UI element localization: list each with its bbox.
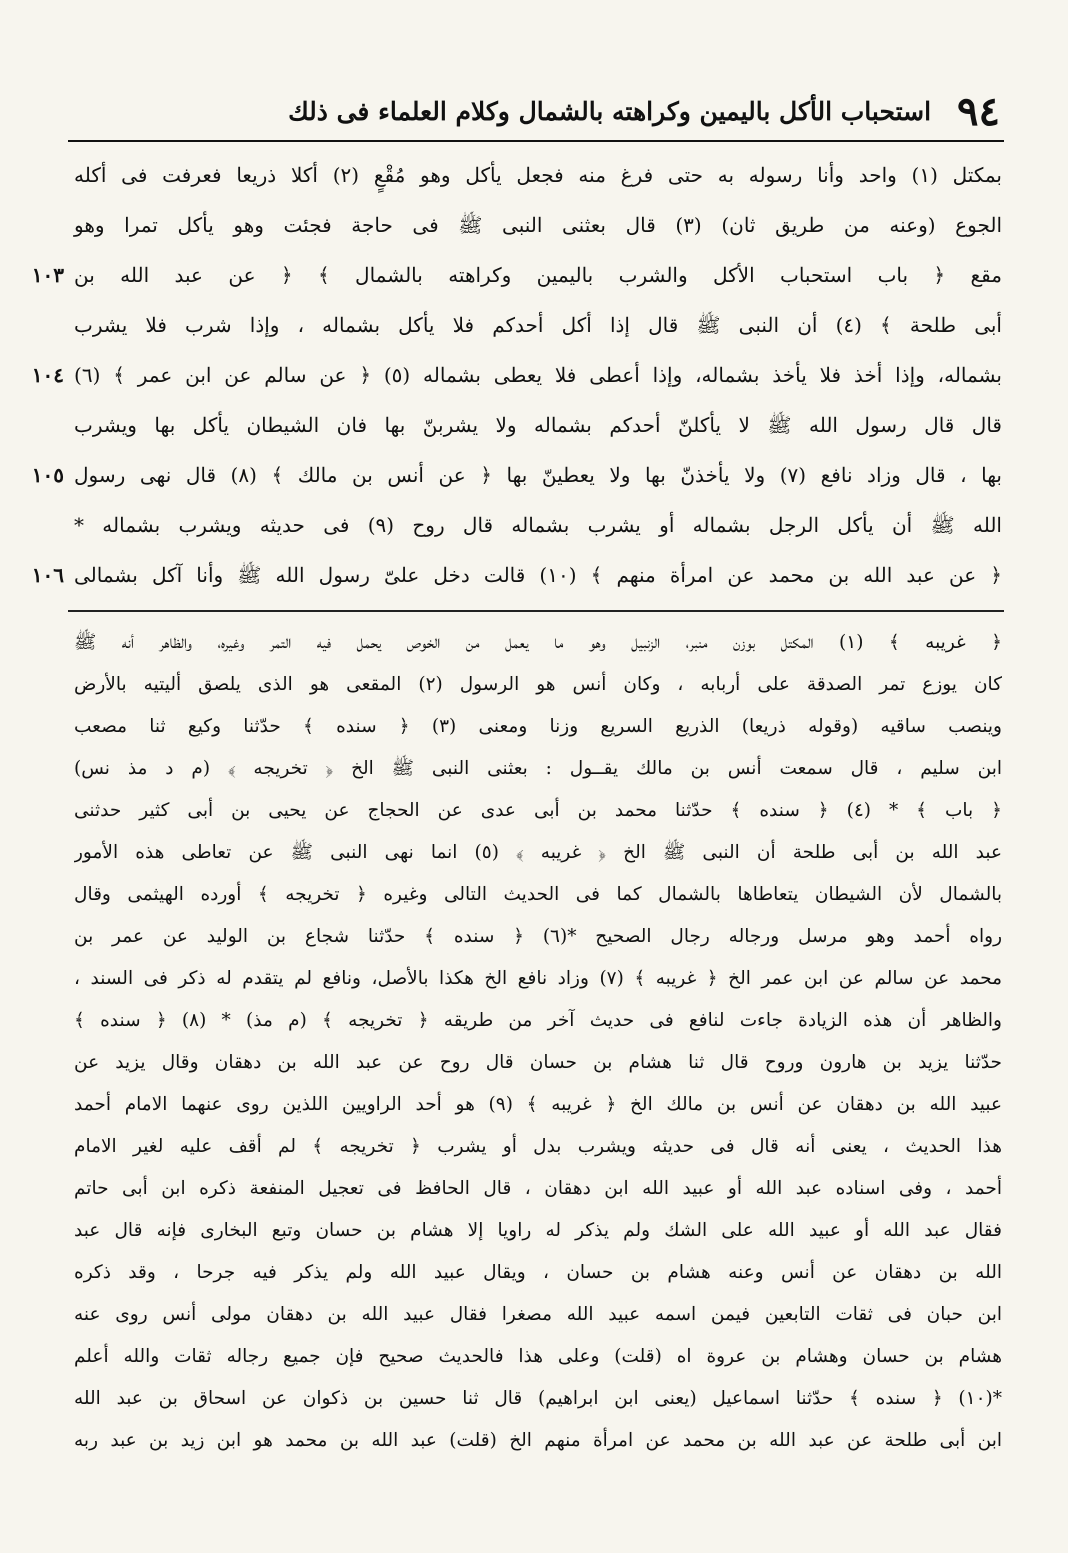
line-text: الله ﷺ أن يأكل الرجل بشماله أو يشرب بشماله قال روح (٩) فى حديثه ويشرب بشماله * — [74, 513, 1002, 537]
line-text: بمكتل (١) واحد وأنا رسوله به حتى فرغ منه فجعل يأكل وهو مُقْعٍ (٢) أكلا ذريعا فعرفت فى أكله — [74, 163, 1002, 187]
note-line: ابن سليم ، قال سمعت أنس بن مالك يقــول : بعثنى النبى ﷺ الخ ﴿ تخريجه ﴾ (م د مذ نس) — [74, 758, 1002, 779]
text-line — [74, 400, 1002, 450]
note-line: ابن حبان فى ثقات التابعين فيمن اسمه عبيد الله مصغرا فقال عبيد الله بن دهقان مولى أنس روى عنه — [74, 1304, 1002, 1325]
commentary-notes — [74, 622, 1002, 1462]
page-number: ٩٤ — [957, 87, 1000, 135]
note-line: حدّثنا يزيد بن هارون وروح قال ثنا هشام بن حسان قال روح عن عبد الله بن دهقان وقال يزيد عن — [74, 1052, 1002, 1073]
hadith-text — [31, 150, 1003, 600]
line-text: أبى طلحة ﴾ (٤) أن النبى ﷺ قال إذا أكل أحدكم فلا يأكل بشماله ، وإذا شرب فلا يشرب — [74, 313, 1002, 337]
note-line: ابن أبى طلحة عن عبد الله بن محمد عن امرأة منهم الخ (قلت) عبد الله بن محمد هو ابن زيد بن عبد ربه — [74, 1430, 1002, 1451]
line-text: ﴿ عن عبد الله بن محمد عن امرأة منهم ﴾ (١٠) قالت دخل علىّ رسول الله ﷺ وأنا آكل بشمالى — [74, 563, 1002, 587]
note-line: ﴿ غريبه ﴾ (١) المكتل بوزن منبر، الزنبيل وهو ما يعمل من الخوص يحمل فيه التمر وغيره، والظاهر أنه ﷺ — [74, 632, 1002, 653]
hadith-number: ١٠٤ — [31, 363, 64, 387]
note-line: أحمد ، وفى اسناده عبد الله أو عبيد الله ابن دهقان ، قال الحافظ فى تعجيل المنفعة ذكره ابن أبى حاتم — [74, 1178, 1002, 1199]
hadith-number: ١٠٥ — [31, 463, 64, 487]
note-line: عبيد الله بن دهقان عن أنس بن مالك الخ ﴿ غريبه ﴾ (٩) هو أحد الراويين اللذين روى عنهما الامام أحمد — [74, 1094, 1002, 1115]
note-line: فقال عبد الله أو عبيد الله على الشك ولم يذكر له راويا إلا هشام بن حسان وتبع البخارى فإنه قال عبد — [74, 1220, 1002, 1241]
text-line — [74, 150, 1002, 200]
note-line: عبد الله بن أبى طلحة أن النبى ﷺ الخ ﴿ غريبه ﴾ (٥) انما نهى النبى ﷺ عن تعاطى هذه الأمور — [74, 842, 1002, 863]
text-line — [31, 450, 1002, 500]
note-line: ﴿ باب ﴾ * (٤) ﴿ سنده ﴾ حدّثنا محمد بن أبى عدى عن الحجاج عن يحيى بن أبى كثير حدثنى — [74, 800, 1002, 821]
page-header — [70, 88, 1000, 134]
note-line: الله بن دهقان عن أنس وعنه هشام بن حسان ، ويقال عبيد الله ولم يذكر فيه جرحا ، وقد ذكره — [74, 1262, 1002, 1283]
footnote-rule — [68, 610, 1004, 612]
note-line: والظاهر أن هذه الزيادة جاءت لنافع فى حديث آخر من طريقه ﴿ تخريجه ﴾ (م مذ) * (٨) ﴿ سنده ﴾ — [74, 1010, 1002, 1031]
line-text: بشماله، وإذا أخذ فلا يأخذ بشماله، وإذا أعطى فلا يعطى بشماله (٥) ﴿ عن سالم عن ابن عمر ﴾ (٦) — [74, 363, 1002, 387]
note-line: بالشمال لأن الشيطان يتعاطاها بالشمال كما فى الحديث التالى وغيره ﴿ تخريجه ﴾ أورده الهيثمى وقال — [74, 884, 1002, 905]
note-line: هذا الحديث ، يعنى أنه قال فى حديثه ويشرب بدل أو يشرب ﴿ تخريجه ﴾ لم أقف عليه لغير الامام — [74, 1136, 1002, 1157]
note-line: وينصب ساقيه (وقوله ذريعا) الذريع السريع وزنا ومعنى (٣) ﴿ سنده ﴾ حدّثنا وكيع ثنا مصعب — [74, 716, 1002, 737]
line-text: قال قال رسول الله ﷺ لا يأكلنّ أحدكم بشماله ولا يشربنّ بها فان الشيطان يأكل بها ويشرب — [74, 413, 1002, 437]
note-line: كان يوزع تمر الصدقة على أربابه ، وكان أنس هو الرسول (٢) المقعى هو الذى يلصق أليتيه بالأرض — [74, 674, 1002, 695]
line-text: الجوع (وعنه من طريق ثان) (٣) قال بعثنى النبى ﷺ فى حاجة فجئت وهو يأكل تمرا وهو — [74, 213, 1003, 237]
line-text: بها ، قال وزاد نافع (٧) ولا يأخذنّ بها ولا يعطينّ بها ﴿ عن أنس بن مالك ﴾ (٨) قال نهى رسول — [74, 463, 1002, 487]
running-title: استحباب الأكل باليمين وكراهته بالشمال وكلام العلماء فى ذلك — [288, 96, 932, 126]
hadith-number: ١٠٦ — [31, 563, 64, 587]
text-line — [74, 200, 1002, 250]
note-line: رواه أحمد وهو مرسل ورجاله رجال الصحيح *(٦) ﴿ سنده ﴾ حدّثنا شجاع بن الوليد عن عمر بن — [74, 926, 1002, 947]
text-line — [31, 550, 1002, 600]
text-line — [31, 250, 1002, 300]
note-line: محمد عن سالم عن ابن عمر الخ ﴿ غريبه ﴾ (٧) وزاد نافع الخ هكذا بالأصل، ونافع لم يتقدم له ذكر فى السند ، — [74, 968, 1002, 989]
note-line: *(١٠) ﴿ سنده ﴾ حدّثنا اسماعيل (يعنى ابن ابراهيم) قال ثنا حسين بن ذكوان عن اسحاق بن عبد الله — [74, 1388, 1002, 1409]
header-rule — [68, 140, 1004, 142]
line-text: مقع ﴿ باب استحباب الأكل والشرب باليمين وكراهته بالشمال ﴾ ﴿ عن عبد الله بن — [74, 263, 1002, 287]
note-line: هشام بن حسان وهشام بن عروة اه (قلت) وعلى هذا فالحديث صحيح فإن جميع رجاله ثقات والله أعلم — [74, 1346, 1002, 1367]
text-line — [74, 300, 1002, 350]
text-line — [31, 350, 1002, 400]
text-line — [74, 500, 1002, 550]
hadith-number: ١٠٣ — [31, 263, 64, 287]
